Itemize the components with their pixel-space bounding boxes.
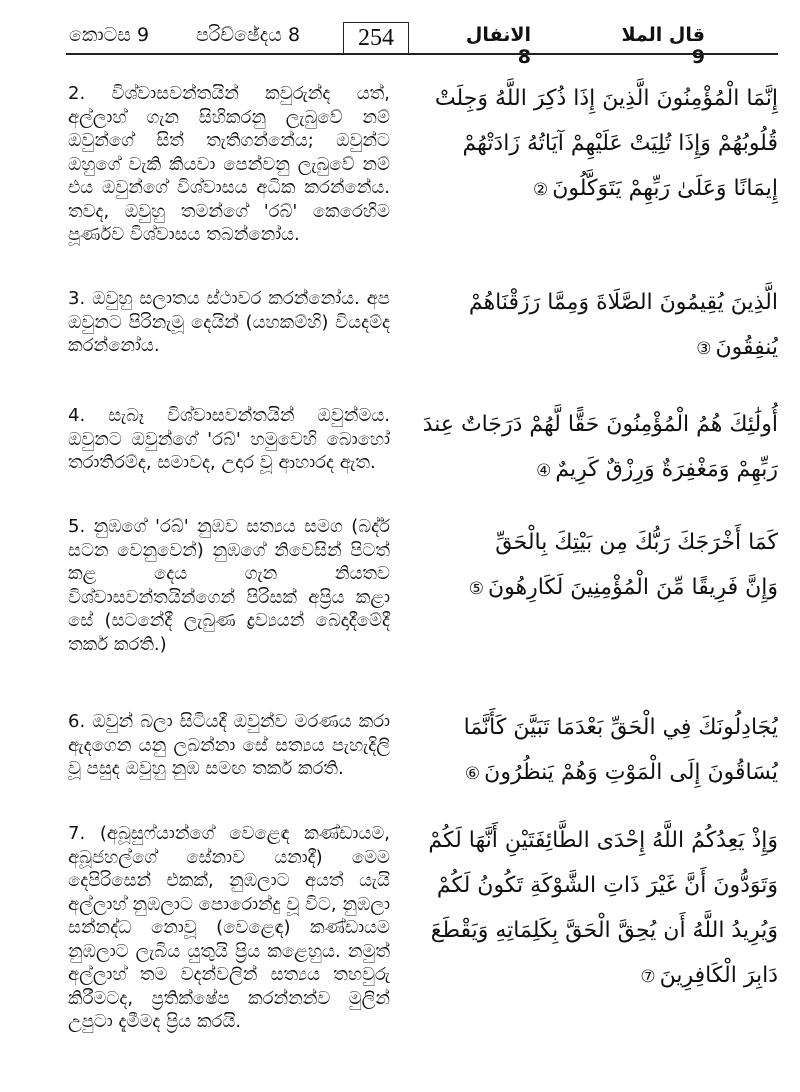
arabic-line: إِيمَانًا وَعَلَىٰ رَبِّهِمْ يَتَوَكَّلُونَ② xyxy=(532,176,778,201)
arabic-line: وَتَوَدُّونَ أَنَّ غَيْرَ ذَاتِ الشَّوْكَةِ تَكُونُ لَكُمْ xyxy=(436,873,778,898)
verse-number-marker: ⑥ xyxy=(464,764,481,784)
arabic-line: الَّذِينَ يُقِيمُونَ الصَّلَاةَ وَمِمَّا رَزَقْنَاهُمْ xyxy=(468,290,778,315)
verse-arabic-7 xyxy=(400,818,778,998)
verse-translation-6: 6. ඔවුන් බලා සිටියදී ඔවුන්ව මරණය කරා ඇදගෙන යනු ලබන්නා සේ සත්‍යය පැහැදිලි වූ පසුද ඔවුහු නුඹ සමඟ තර්ක කරති. xyxy=(68,711,390,779)
arabic-line: وَيُرِيدُ اللَّهُ أَن يُحِقَّ الْحَقَّ بِكَلِمَاتِهِ وَيَقْطَعَ xyxy=(430,918,778,943)
verse-translation-3: 3. ඔවුහු සලාතය ස්ථාවර කරන්නෝය. අප ඔවුනට පිරිනැමූ දෙයින් (යහකම්හි) වියදම්ද කරන්නෝය. xyxy=(68,288,390,356)
verse-translation-2: 2. විශ්වාසවන්තයින් කවුරුන්ද යත්, අල්ලාහ් ගැන සිහිකරනු ලැබුවේ නම් ඔවුන්ගේ සිත් තැතිගන්නේය; ඔවුන්ට ඔහුගේ වැකි කියවා පෙන්වනු ලැබුවේ නම් එය ඔවුන්ගේ විශ්වාසය අධික කරන්නේය. තවද, ඔවුහු තමන්ගේ 'රබ්' කෙරෙහිම පූර්ණව විශ්වාසය තබන්නෝය. xyxy=(68,83,390,245)
arabic-line: دَابِرَ الْكَافِرِينَ⑦ xyxy=(640,963,778,988)
verse-number-marker: ② xyxy=(532,180,549,200)
arabic-line: يُسَاقُونَ إِلَى الْمَوْتِ وَهُمْ يَنظُرُونَ⑥ xyxy=(464,760,778,785)
juz-label: قال الملا 9 xyxy=(621,24,705,68)
verse-number-marker: ④ xyxy=(536,461,552,481)
arabic-line: يُجَادِلُونَكَ فِي الْحَقِّ بَعْدَمَا تَبَيَّنَ كَأَنَّمَا xyxy=(463,715,778,740)
verse-arabic-3 xyxy=(400,280,778,370)
verse-number-marker: ⑦ xyxy=(640,967,656,987)
page-number: 254 xyxy=(343,22,409,54)
verse-translation-5: 5. නුඹගේ 'රබ්' නුඹව සත්‍යය සමග (බද්ර් සටන වෙනුවෙන්) නුඹගේ නිවෙසින් පිටත් කළ දෙය ගැන නියතව විශ්වාසවන්තයින්ගෙන් පිරිසක් අප්‍රිය කළා සේ (සටනේදී ලැබුණ ද්‍රව්‍යයන් බෙදාදීමේදී තර්ක කරති.) xyxy=(68,516,390,655)
verse-number-marker: ⑤ xyxy=(468,579,484,599)
verse-translation-7: 7. (අබූසුෆ්යාන්ගේ වෙළෙඳ කණ්ඩායම, අබූජහල්ගේ සේනාව යනාදී) මෙම දෙපිරිසෙන් එකක්, නුඹලාට අයත් යැයි අල්ලාහ් නුඹලාට පොරොන්දු වූ විට, නුඹලා සන්නද්ධ නොවූ (වෙළෙඳ) කණ්ඩායම නුඹලාට ලැබිය යුතුයි ප්‍රිය කළෙහුය. නමුත් අල්ලාහ් තම වදන්වලින් සත්‍යය තහවුරු කිරීමටද, ප්‍රතික්ෂේප කරන්නන්ව මුලින් උපුටා දැමීමද ප්‍රිය කරයි. xyxy=(68,823,390,1032)
arabic-line: أُولَٰئِكَ هُمُ الْمُؤْمِنُونَ حَقًّا لَّهُمْ دَرَجَاتٌ عِندَ xyxy=(422,412,778,437)
part-label: කොටස 9 xyxy=(69,24,150,46)
chapter-label: පරිච්ඡේදය 8 xyxy=(196,24,301,46)
verse-arabic-5 xyxy=(400,520,778,610)
arabic-line: كَمَا أَخْرَجَكَ رَبُّكَ مِن بَيْتِكَ بِالْحَقِّ xyxy=(495,530,778,555)
surah-label: الانفال 8 xyxy=(465,24,531,68)
verse-translation-4: 4. සැබෑ විශ්වාසවන්තයින් ඔවුන්මය. ඔවුනට ඔවුන්ගේ 'රබ්' හමුවෙහි බොහෝ තරාතිරම්ද, සමාවද, උදාර වූ ආහාරද ඇත. xyxy=(68,405,390,473)
verse-arabic-4 xyxy=(400,402,778,492)
arabic-line: إِنَّمَا الْمُؤْمِنُونَ الَّذِينَ إِذَا ذُكِرَ اللَّهُ وَجِلَتْ xyxy=(434,86,778,111)
arabic-line: رَبِّهِمْ وَمَغْفِرَةٌ وَرِزْقٌ كَرِيمٌ④ xyxy=(536,457,778,482)
arabic-line: يُنفِقُونَ③ xyxy=(696,335,778,360)
arabic-line: وَإِذْ يَعِدُكُمُ اللَّهُ إِحْدَى الطَّائِفَتَيْنِ أَنَّهَا لَكُمْ xyxy=(428,828,778,853)
header-divider xyxy=(66,53,778,55)
arabic-line: وَإِنَّ فَرِيقًا مِّنَ الْمُؤْمِنِينَ لَكَارِهُونَ⑤ xyxy=(468,575,778,600)
arabic-line: قُلُوبُهُمْ وَإِذَا تُلِيَتْ عَلَيْهِمْ آيَاتُهُ زَادَتْهُمْ xyxy=(462,131,778,156)
verse-arabic-6 xyxy=(400,705,778,795)
verse-number-marker: ③ xyxy=(696,339,712,359)
verse-arabic-2 xyxy=(400,76,778,211)
